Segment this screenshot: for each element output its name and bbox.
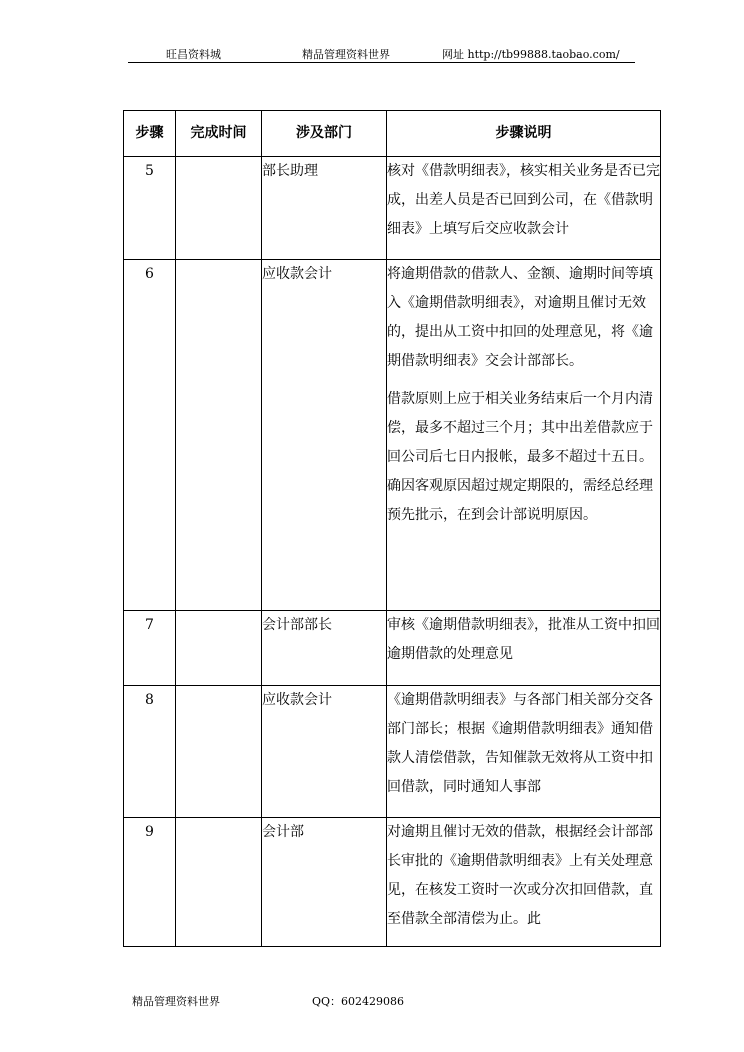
column-header-dept: 涉及部门 [262, 111, 387, 157]
completion-time [176, 686, 262, 818]
column-header-time: 完成时间 [176, 111, 262, 157]
step-number: 7 [124, 611, 176, 686]
department: 应收款会计 [262, 686, 387, 818]
step-description [387, 611, 661, 686]
step-number: 9 [124, 818, 176, 947]
completion-time [176, 611, 262, 686]
description-paragraph: 借款原则上应于相关业务结束后一个月内清偿，最多不超过三个月；其中出差借款应于回公司后七日内报帐，最多不超过十五日。确因客观原因超过规定期限的，需经总经理预先批示，在到会计部说明原因。 [387, 391, 653, 523]
step-description [387, 157, 661, 260]
step-number: 8 [124, 686, 176, 818]
description-paragraph: 《逾期借款明细表》与各部门相关部分交各部门部长；根据《逾期借款明细表》通知借款人清偿借款，告知催款无效将从工资中扣回借款，同时通知人事部 [387, 692, 653, 795]
table-row [124, 818, 661, 947]
table-row [124, 686, 661, 818]
step-number: 5 [124, 157, 176, 260]
table-row [124, 260, 661, 611]
description-paragraph: 核对《借款明细表》，核实相关业务是否已完成，出差人员是否已回到公司，在《借款明细表》上填写后交应收款会计 [387, 163, 660, 237]
completion-time [176, 260, 262, 611]
table-row [124, 157, 661, 260]
table-row [124, 611, 661, 686]
page-footer [132, 993, 405, 1009]
description-paragraph: 审核《逾期借款明细表》，批准从工资中扣回逾期借款的处理意见 [387, 617, 660, 662]
step-description [387, 686, 661, 818]
footer-qq: QQ：602429086 [312, 995, 405, 1008]
description-paragraph: 对逾期且催讨无效的借款，根据经会计部部长审批的《逾期借款明细表》上有关处理意见，在核发工资时一次或分次扣回借款，直至借款全部清偿为止。此 [387, 824, 653, 927]
header-url: 网址 http://tb99888.taobao.com/ [442, 48, 620, 61]
step-description [387, 260, 661, 611]
footer-site-name: 精品管理资料世界 [132, 995, 220, 1008]
header-site-name: 精品管理资料世界 [302, 48, 390, 61]
department: 会计部 [262, 818, 387, 947]
department: 会计部部长 [262, 611, 387, 686]
department: 应收款会计 [262, 260, 387, 611]
step-number: 6 [124, 260, 176, 611]
completion-time [176, 818, 262, 947]
column-header-desc: 步骤说明 [387, 111, 661, 157]
page-header [128, 44, 635, 63]
department: 部长助理 [262, 157, 387, 260]
completion-time [176, 157, 262, 260]
procedure-table [123, 110, 661, 947]
header-shop-name: 旺昌资料城 [166, 48, 221, 61]
table-header-row [124, 111, 661, 157]
description-paragraph: 将逾期借款的借款人、金额、逾期时间等填入《逾期借款明细表》，对逾期且催讨无效的，提出从工资中扣回的处理意见，将《逾期借款明细表》交会计部部长。 [387, 266, 653, 369]
step-description [387, 818, 661, 947]
column-header-step: 步骤 [124, 111, 176, 157]
